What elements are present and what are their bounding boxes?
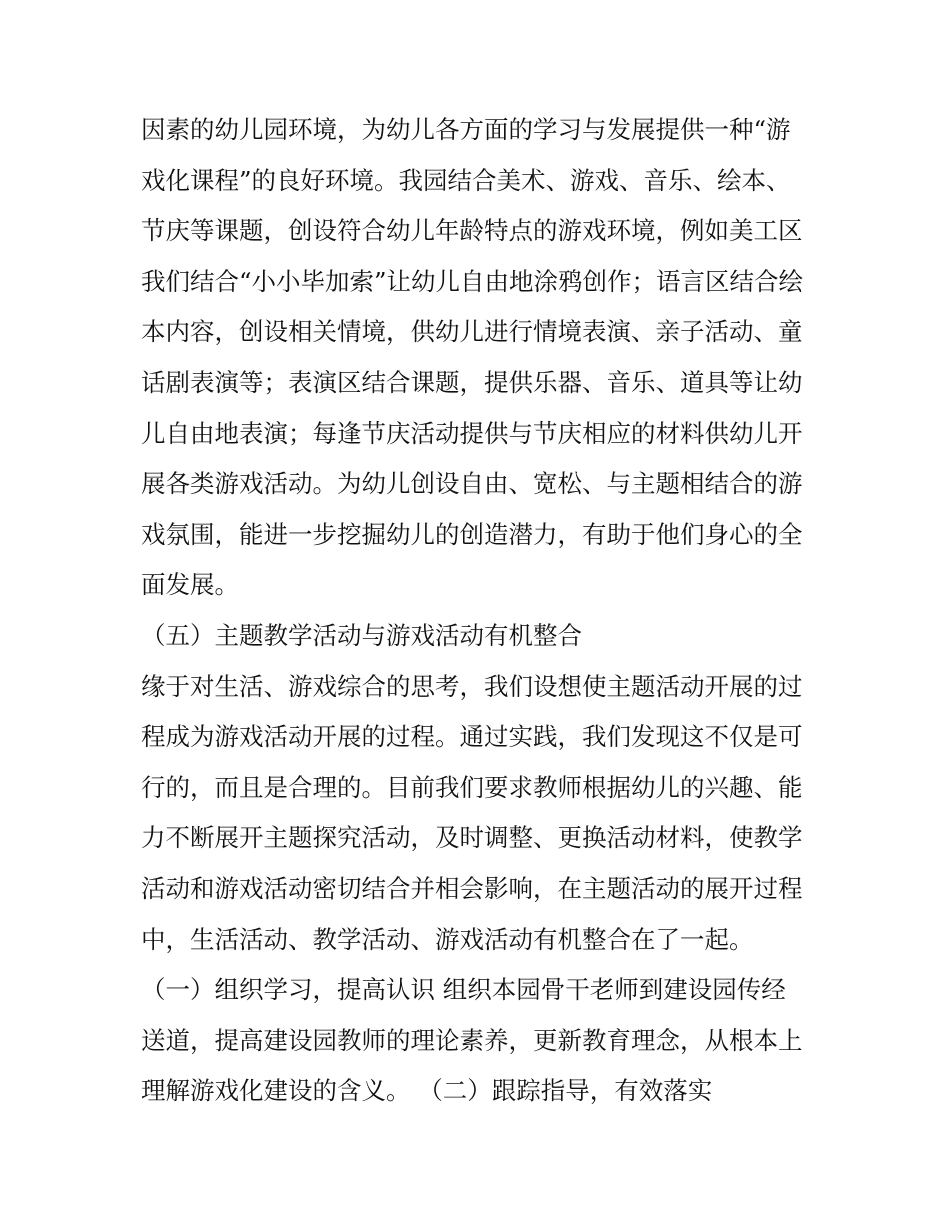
section-heading: （五）主题教学活动与游戏活动有机整合 [141,621,582,650]
text-line: 本内容，创设相关情境，供幼儿进行情境表演、亲子活动、童 [141,317,803,346]
text-line: 送道，提高建设园教师的理论素养，更新教育理念，从根本上 [141,1026,803,1055]
text-line: 戏化课程”的良好环境。我园结合美术、游戏、音乐、绘本、 [141,166,791,195]
text-line: 程成为游戏活动开展的过程。通过实践，我们发现这不仅是可 [141,722,803,751]
text-line: 面发展。 [141,570,239,599]
text-line: 话剧表演等；表演区结合课题，提供乐器、音乐、道具等让幼 [141,368,803,397]
text-line: 理解游戏化建设的含义。 （二）跟踪指导，有效落实 [141,1076,713,1105]
text-line: （一）组织学习，提高认识 组织本园骨干老师到建设园传经 [141,975,786,1004]
text-line: 儿自由地表演；每逢节庆活动提供与节庆相应的材料供幼儿开 [141,419,803,448]
text-line: 展各类游戏活动。为幼儿创设自由、宽松、与主题相结合的游 [141,469,803,498]
text-line: 因素的幼儿园环境，为幼儿各方面的学习与发展提供一种“游 [141,115,791,144]
text-line: 缘于对生活、游戏综合的思考，我们设想使主题活动开展的过 [141,672,803,701]
text-line: 节庆等课题，创设符合幼儿年龄特点的游戏环境，例如美工区 [141,216,803,245]
text-line: 行的，而且是合理的。目前我们要求教师根据幼儿的兴趣、能 [141,773,803,802]
text-line: 中，生活活动、教学活动、游戏活动有机整合在了一起。 [141,925,754,954]
text-line: 我们结合“小小毕加索”让幼儿自由地涂鸦创作；语言区结合绘 [141,267,804,296]
text-line: 力不断展开主题探究活动，及时调整、更换活动材料，使教学 [141,823,803,852]
text-line: 活动和游戏活动密切结合并相会影响，在主题活动的展开过程 [141,874,803,903]
text-line: 戏氛围，能进一步挖掘幼儿的创造潜力，有助于他们身心的全 [141,520,803,549]
